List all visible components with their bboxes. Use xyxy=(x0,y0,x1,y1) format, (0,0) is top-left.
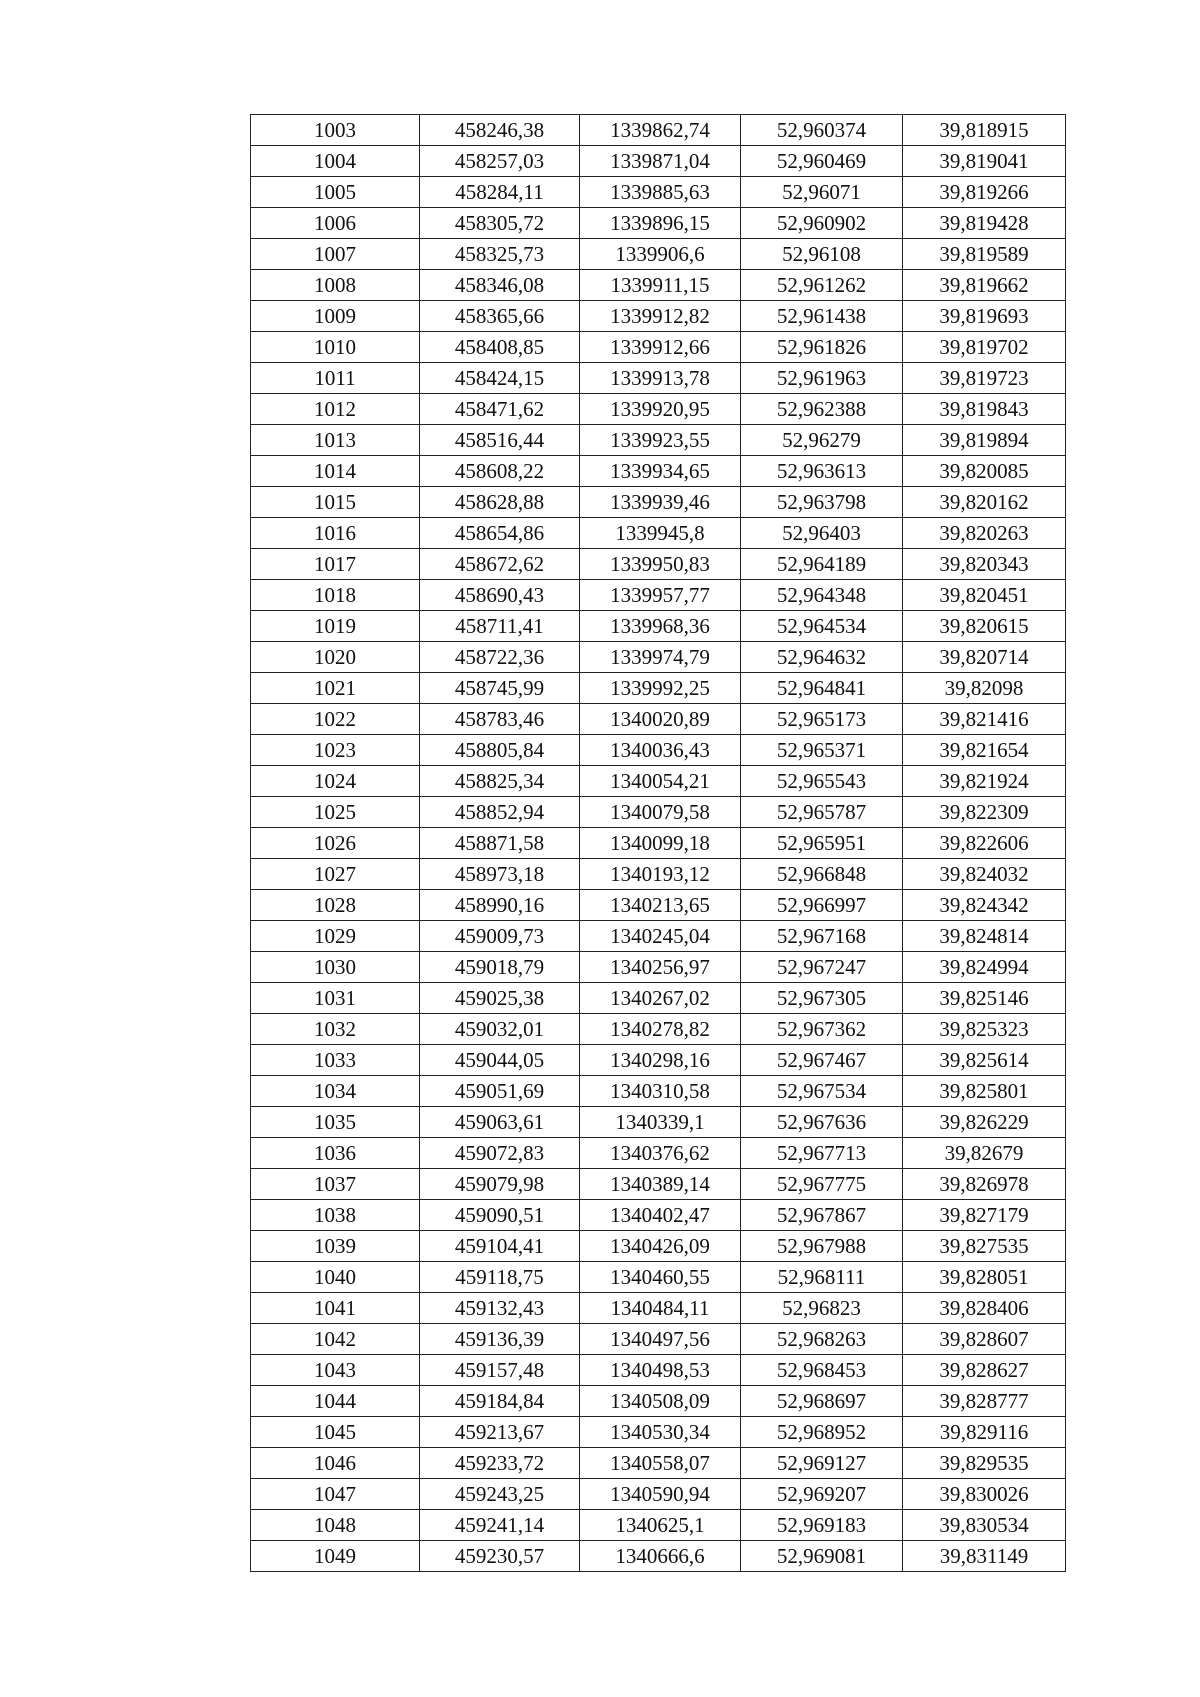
point-number-cell: 1047 xyxy=(251,1479,420,1510)
table-row xyxy=(251,921,1066,952)
latitude-cell: 52,96823 xyxy=(741,1293,903,1324)
latitude-cell: 52,963798 xyxy=(741,487,903,518)
longitude-cell: 39,818915 xyxy=(903,115,1066,146)
point-number-cell: 1015 xyxy=(251,487,420,518)
longitude-cell: 39,820263 xyxy=(903,518,1066,549)
x-coordinate-cell: 458246,38 xyxy=(420,115,580,146)
latitude-cell: 52,964534 xyxy=(741,611,903,642)
latitude-cell: 52,966848 xyxy=(741,859,903,890)
point-number-cell: 1024 xyxy=(251,766,420,797)
latitude-cell: 52,967636 xyxy=(741,1107,903,1138)
table-row xyxy=(251,115,1066,146)
y-coordinate-cell: 1340245,04 xyxy=(580,921,741,952)
x-coordinate-cell: 459184,84 xyxy=(420,1386,580,1417)
latitude-cell: 52,965543 xyxy=(741,766,903,797)
point-number-cell: 1021 xyxy=(251,673,420,704)
latitude-cell: 52,964841 xyxy=(741,673,903,704)
latitude-cell: 52,967362 xyxy=(741,1014,903,1045)
latitude-cell: 52,965951 xyxy=(741,828,903,859)
latitude-cell: 52,965787 xyxy=(741,797,903,828)
x-coordinate-cell: 458257,03 xyxy=(420,146,580,177)
table-row xyxy=(251,332,1066,363)
x-coordinate-cell: 458783,46 xyxy=(420,704,580,735)
x-coordinate-cell: 459132,43 xyxy=(420,1293,580,1324)
point-number-cell: 1018 xyxy=(251,580,420,611)
longitude-cell: 39,821416 xyxy=(903,704,1066,735)
y-coordinate-cell: 1339968,36 xyxy=(580,611,741,642)
y-coordinate-cell: 1339912,82 xyxy=(580,301,741,332)
table-row xyxy=(251,1200,1066,1231)
x-coordinate-cell: 459104,41 xyxy=(420,1231,580,1262)
coordinates-table xyxy=(250,114,1066,1572)
longitude-cell: 39,820451 xyxy=(903,580,1066,611)
latitude-cell: 52,965371 xyxy=(741,735,903,766)
longitude-cell: 39,828777 xyxy=(903,1386,1066,1417)
y-coordinate-cell: 1339911,15 xyxy=(580,270,741,301)
point-number-cell: 1026 xyxy=(251,828,420,859)
latitude-cell: 52,967305 xyxy=(741,983,903,1014)
point-number-cell: 1016 xyxy=(251,518,420,549)
latitude-cell: 52,968453 xyxy=(741,1355,903,1386)
y-coordinate-cell: 1340590,94 xyxy=(580,1479,741,1510)
table-row xyxy=(251,1417,1066,1448)
longitude-cell: 39,825146 xyxy=(903,983,1066,1014)
x-coordinate-cell: 459079,98 xyxy=(420,1169,580,1200)
y-coordinate-cell: 1339945,8 xyxy=(580,518,741,549)
longitude-cell: 39,822606 xyxy=(903,828,1066,859)
table-row xyxy=(251,952,1066,983)
table-row xyxy=(251,1169,1066,1200)
table-row xyxy=(251,673,1066,704)
longitude-cell: 39,824032 xyxy=(903,859,1066,890)
table-row xyxy=(251,208,1066,239)
point-number-cell: 1006 xyxy=(251,208,420,239)
y-coordinate-cell: 1340426,09 xyxy=(580,1231,741,1262)
point-number-cell: 1017 xyxy=(251,549,420,580)
longitude-cell: 39,820162 xyxy=(903,487,1066,518)
longitude-cell: 39,826229 xyxy=(903,1107,1066,1138)
longitude-cell: 39,820085 xyxy=(903,456,1066,487)
table-row xyxy=(251,239,1066,270)
point-number-cell: 1019 xyxy=(251,611,420,642)
y-coordinate-cell: 1340389,14 xyxy=(580,1169,741,1200)
table-row xyxy=(251,456,1066,487)
y-coordinate-cell: 1340310,58 xyxy=(580,1076,741,1107)
y-coordinate-cell: 1339934,65 xyxy=(580,456,741,487)
point-number-cell: 1045 xyxy=(251,1417,420,1448)
x-coordinate-cell: 458973,18 xyxy=(420,859,580,890)
point-number-cell: 1022 xyxy=(251,704,420,735)
longitude-cell: 39,819589 xyxy=(903,239,1066,270)
y-coordinate-cell: 1340213,65 xyxy=(580,890,741,921)
longitude-cell: 39,829535 xyxy=(903,1448,1066,1479)
x-coordinate-cell: 458608,22 xyxy=(420,456,580,487)
x-coordinate-cell: 458711,41 xyxy=(420,611,580,642)
x-coordinate-cell: 458990,16 xyxy=(420,890,580,921)
x-coordinate-cell: 458284,11 xyxy=(420,177,580,208)
x-coordinate-cell: 458408,85 xyxy=(420,332,580,363)
table-row xyxy=(251,580,1066,611)
y-coordinate-cell: 1340625,1 xyxy=(580,1510,741,1541)
y-coordinate-cell: 1339992,25 xyxy=(580,673,741,704)
longitude-cell: 39,825801 xyxy=(903,1076,1066,1107)
table-row xyxy=(251,797,1066,828)
point-number-cell: 1037 xyxy=(251,1169,420,1200)
longitude-cell: 39,830534 xyxy=(903,1510,1066,1541)
y-coordinate-cell: 1340666,6 xyxy=(580,1541,741,1572)
y-coordinate-cell: 1340079,58 xyxy=(580,797,741,828)
table-row xyxy=(251,270,1066,301)
x-coordinate-cell: 459025,38 xyxy=(420,983,580,1014)
longitude-cell: 39,819428 xyxy=(903,208,1066,239)
table-row xyxy=(251,1293,1066,1324)
point-number-cell: 1030 xyxy=(251,952,420,983)
x-coordinate-cell: 458471,62 xyxy=(420,394,580,425)
y-coordinate-cell: 1339957,77 xyxy=(580,580,741,611)
y-coordinate-cell: 1340558,07 xyxy=(580,1448,741,1479)
x-coordinate-cell: 459063,61 xyxy=(420,1107,580,1138)
point-number-cell: 1012 xyxy=(251,394,420,425)
longitude-cell: 39,831149 xyxy=(903,1541,1066,1572)
x-coordinate-cell: 459118,75 xyxy=(420,1262,580,1293)
point-number-cell: 1028 xyxy=(251,890,420,921)
table-row xyxy=(251,766,1066,797)
point-number-cell: 1032 xyxy=(251,1014,420,1045)
y-coordinate-cell: 1340530,34 xyxy=(580,1417,741,1448)
longitude-cell: 39,819843 xyxy=(903,394,1066,425)
x-coordinate-cell: 458745,99 xyxy=(420,673,580,704)
x-coordinate-cell: 458346,08 xyxy=(420,270,580,301)
longitude-cell: 39,826978 xyxy=(903,1169,1066,1200)
table-row xyxy=(251,859,1066,890)
y-coordinate-cell: 1339906,6 xyxy=(580,239,741,270)
point-number-cell: 1007 xyxy=(251,239,420,270)
y-coordinate-cell: 1339912,66 xyxy=(580,332,741,363)
latitude-cell: 52,96108 xyxy=(741,239,903,270)
y-coordinate-cell: 1339896,15 xyxy=(580,208,741,239)
x-coordinate-cell: 459243,25 xyxy=(420,1479,580,1510)
longitude-cell: 39,820343 xyxy=(903,549,1066,580)
latitude-cell: 52,967713 xyxy=(741,1138,903,1169)
point-number-cell: 1039 xyxy=(251,1231,420,1262)
y-coordinate-cell: 1339950,83 xyxy=(580,549,741,580)
y-coordinate-cell: 1340460,55 xyxy=(580,1262,741,1293)
y-coordinate-cell: 1340298,16 xyxy=(580,1045,741,1076)
x-coordinate-cell: 458628,88 xyxy=(420,487,580,518)
latitude-cell: 52,967247 xyxy=(741,952,903,983)
longitude-cell: 39,819894 xyxy=(903,425,1066,456)
point-number-cell: 1009 xyxy=(251,301,420,332)
x-coordinate-cell: 459241,14 xyxy=(420,1510,580,1541)
table-row xyxy=(251,549,1066,580)
point-number-cell: 1034 xyxy=(251,1076,420,1107)
table-row xyxy=(251,177,1066,208)
latitude-cell: 52,960902 xyxy=(741,208,903,239)
latitude-cell: 52,968697 xyxy=(741,1386,903,1417)
longitude-cell: 39,819041 xyxy=(903,146,1066,177)
point-number-cell: 1033 xyxy=(251,1045,420,1076)
y-coordinate-cell: 1340278,82 xyxy=(580,1014,741,1045)
longitude-cell: 39,819662 xyxy=(903,270,1066,301)
latitude-cell: 52,969127 xyxy=(741,1448,903,1479)
x-coordinate-cell: 458654,86 xyxy=(420,518,580,549)
y-coordinate-cell: 1340020,89 xyxy=(580,704,741,735)
point-number-cell: 1049 xyxy=(251,1541,420,1572)
table-row xyxy=(251,487,1066,518)
x-coordinate-cell: 459009,73 xyxy=(420,921,580,952)
x-coordinate-cell: 459044,05 xyxy=(420,1045,580,1076)
y-coordinate-cell: 1339885,63 xyxy=(580,177,741,208)
table-row xyxy=(251,1324,1066,1355)
x-coordinate-cell: 458672,62 xyxy=(420,549,580,580)
latitude-cell: 52,969207 xyxy=(741,1479,903,1510)
point-number-cell: 1027 xyxy=(251,859,420,890)
x-coordinate-cell: 458852,94 xyxy=(420,797,580,828)
table-row xyxy=(251,1510,1066,1541)
y-coordinate-cell: 1340267,02 xyxy=(580,983,741,1014)
x-coordinate-cell: 458871,58 xyxy=(420,828,580,859)
table-row xyxy=(251,704,1066,735)
longitude-cell: 39,821654 xyxy=(903,735,1066,766)
table-row xyxy=(251,394,1066,425)
latitude-cell: 52,967168 xyxy=(741,921,903,952)
latitude-cell: 52,969183 xyxy=(741,1510,903,1541)
y-coordinate-cell: 1339913,78 xyxy=(580,363,741,394)
x-coordinate-cell: 459090,51 xyxy=(420,1200,580,1231)
point-number-cell: 1041 xyxy=(251,1293,420,1324)
latitude-cell: 52,961963 xyxy=(741,363,903,394)
table-row xyxy=(251,1014,1066,1045)
longitude-cell: 39,819266 xyxy=(903,177,1066,208)
point-number-cell: 1043 xyxy=(251,1355,420,1386)
longitude-cell: 39,822309 xyxy=(903,797,1066,828)
x-coordinate-cell: 459072,83 xyxy=(420,1138,580,1169)
longitude-cell: 39,825323 xyxy=(903,1014,1066,1045)
longitude-cell: 39,829116 xyxy=(903,1417,1066,1448)
y-coordinate-cell: 1340099,18 xyxy=(580,828,741,859)
latitude-cell: 52,96403 xyxy=(741,518,903,549)
point-number-cell: 1004 xyxy=(251,146,420,177)
y-coordinate-cell: 1339974,79 xyxy=(580,642,741,673)
point-number-cell: 1036 xyxy=(251,1138,420,1169)
latitude-cell: 52,966997 xyxy=(741,890,903,921)
latitude-cell: 52,964348 xyxy=(741,580,903,611)
point-number-cell: 1011 xyxy=(251,363,420,394)
point-number-cell: 1020 xyxy=(251,642,420,673)
latitude-cell: 52,964632 xyxy=(741,642,903,673)
table-row xyxy=(251,828,1066,859)
table-row xyxy=(251,425,1066,456)
table-row xyxy=(251,1107,1066,1138)
table-row xyxy=(251,735,1066,766)
point-number-cell: 1040 xyxy=(251,1262,420,1293)
table-row xyxy=(251,301,1066,332)
latitude-cell: 52,967775 xyxy=(741,1169,903,1200)
x-coordinate-cell: 459233,72 xyxy=(420,1448,580,1479)
x-coordinate-cell: 458325,73 xyxy=(420,239,580,270)
table-row xyxy=(251,518,1066,549)
y-coordinate-cell: 1340054,21 xyxy=(580,766,741,797)
point-number-cell: 1005 xyxy=(251,177,420,208)
y-coordinate-cell: 1340498,53 xyxy=(580,1355,741,1386)
y-coordinate-cell: 1340508,09 xyxy=(580,1386,741,1417)
y-coordinate-cell: 1339871,04 xyxy=(580,146,741,177)
x-coordinate-cell: 458365,66 xyxy=(420,301,580,332)
x-coordinate-cell: 459213,67 xyxy=(420,1417,580,1448)
point-number-cell: 1029 xyxy=(251,921,420,952)
table-row xyxy=(251,1541,1066,1572)
table-row xyxy=(251,1479,1066,1510)
point-number-cell: 1023 xyxy=(251,735,420,766)
y-coordinate-cell: 1340376,62 xyxy=(580,1138,741,1169)
longitude-cell: 39,819723 xyxy=(903,363,1066,394)
x-coordinate-cell: 458516,44 xyxy=(420,425,580,456)
table-row xyxy=(251,1138,1066,1169)
table-row xyxy=(251,1262,1066,1293)
table-row xyxy=(251,983,1066,1014)
latitude-cell: 52,963613 xyxy=(741,456,903,487)
y-coordinate-cell: 1340402,47 xyxy=(580,1200,741,1231)
longitude-cell: 39,827535 xyxy=(903,1231,1066,1262)
longitude-cell: 39,828627 xyxy=(903,1355,1066,1386)
table-row xyxy=(251,1448,1066,1479)
latitude-cell: 52,962388 xyxy=(741,394,903,425)
latitude-cell: 52,961262 xyxy=(741,270,903,301)
point-number-cell: 1008 xyxy=(251,270,420,301)
x-coordinate-cell: 459018,79 xyxy=(420,952,580,983)
x-coordinate-cell: 458825,34 xyxy=(420,766,580,797)
y-coordinate-cell: 1340339,1 xyxy=(580,1107,741,1138)
point-number-cell: 1048 xyxy=(251,1510,420,1541)
longitude-cell: 39,820714 xyxy=(903,642,1066,673)
point-number-cell: 1025 xyxy=(251,797,420,828)
point-number-cell: 1010 xyxy=(251,332,420,363)
coordinates-table-body xyxy=(251,115,1066,1572)
y-coordinate-cell: 1340193,12 xyxy=(580,859,741,890)
longitude-cell: 39,828406 xyxy=(903,1293,1066,1324)
longitude-cell: 39,824342 xyxy=(903,890,1066,921)
point-number-cell: 1031 xyxy=(251,983,420,1014)
y-coordinate-cell: 1340036,43 xyxy=(580,735,741,766)
point-number-cell: 1003 xyxy=(251,115,420,146)
table-row xyxy=(251,1076,1066,1107)
latitude-cell: 52,961826 xyxy=(741,332,903,363)
y-coordinate-cell: 1339923,55 xyxy=(580,425,741,456)
longitude-cell: 39,820615 xyxy=(903,611,1066,642)
latitude-cell: 52,965173 xyxy=(741,704,903,735)
x-coordinate-cell: 459157,48 xyxy=(420,1355,580,1386)
longitude-cell: 39,824814 xyxy=(903,921,1066,952)
table-row xyxy=(251,363,1066,394)
latitude-cell: 52,967467 xyxy=(741,1045,903,1076)
x-coordinate-cell: 459051,69 xyxy=(420,1076,580,1107)
latitude-cell: 52,964189 xyxy=(741,549,903,580)
point-number-cell: 1046 xyxy=(251,1448,420,1479)
point-number-cell: 1013 xyxy=(251,425,420,456)
latitude-cell: 52,968263 xyxy=(741,1324,903,1355)
latitude-cell: 52,968111 xyxy=(741,1262,903,1293)
longitude-cell: 39,819693 xyxy=(903,301,1066,332)
table-row xyxy=(251,1045,1066,1076)
x-coordinate-cell: 458805,84 xyxy=(420,735,580,766)
longitude-cell: 39,830026 xyxy=(903,1479,1066,1510)
x-coordinate-cell: 458424,15 xyxy=(420,363,580,394)
y-coordinate-cell: 1339862,74 xyxy=(580,115,741,146)
table-row xyxy=(251,1355,1066,1386)
x-coordinate-cell: 459136,39 xyxy=(420,1324,580,1355)
y-coordinate-cell: 1339920,95 xyxy=(580,394,741,425)
y-coordinate-cell: 1340256,97 xyxy=(580,952,741,983)
y-coordinate-cell: 1340497,56 xyxy=(580,1324,741,1355)
latitude-cell: 52,961438 xyxy=(741,301,903,332)
latitude-cell: 52,969081 xyxy=(741,1541,903,1572)
table-row xyxy=(251,146,1066,177)
latitude-cell: 52,960374 xyxy=(741,115,903,146)
x-coordinate-cell: 458690,43 xyxy=(420,580,580,611)
x-coordinate-cell: 458722,36 xyxy=(420,642,580,673)
longitude-cell: 39,827179 xyxy=(903,1200,1066,1231)
table-row xyxy=(251,611,1066,642)
point-number-cell: 1044 xyxy=(251,1386,420,1417)
longitude-cell: 39,819702 xyxy=(903,332,1066,363)
point-number-cell: 1042 xyxy=(251,1324,420,1355)
longitude-cell: 39,828607 xyxy=(903,1324,1066,1355)
latitude-cell: 52,968952 xyxy=(741,1417,903,1448)
table-row xyxy=(251,642,1066,673)
x-coordinate-cell: 458305,72 xyxy=(420,208,580,239)
longitude-cell: 39,82098 xyxy=(903,673,1066,704)
longitude-cell: 39,824994 xyxy=(903,952,1066,983)
longitude-cell: 39,821924 xyxy=(903,766,1066,797)
point-number-cell: 1038 xyxy=(251,1200,420,1231)
table-row xyxy=(251,1386,1066,1417)
latitude-cell: 52,96071 xyxy=(741,177,903,208)
latitude-cell: 52,960469 xyxy=(741,146,903,177)
point-number-cell: 1014 xyxy=(251,456,420,487)
latitude-cell: 52,96279 xyxy=(741,425,903,456)
longitude-cell: 39,828051 xyxy=(903,1262,1066,1293)
y-coordinate-cell: 1340484,11 xyxy=(580,1293,741,1324)
table-row xyxy=(251,890,1066,921)
longitude-cell: 39,82679 xyxy=(903,1138,1066,1169)
latitude-cell: 52,967534 xyxy=(741,1076,903,1107)
latitude-cell: 52,967988 xyxy=(741,1231,903,1262)
table-row xyxy=(251,1231,1066,1262)
latitude-cell: 52,967867 xyxy=(741,1200,903,1231)
x-coordinate-cell: 459230,57 xyxy=(420,1541,580,1572)
x-coordinate-cell: 459032,01 xyxy=(420,1014,580,1045)
longitude-cell: 39,825614 xyxy=(903,1045,1066,1076)
point-number-cell: 1035 xyxy=(251,1107,420,1138)
y-coordinate-cell: 1339939,46 xyxy=(580,487,741,518)
